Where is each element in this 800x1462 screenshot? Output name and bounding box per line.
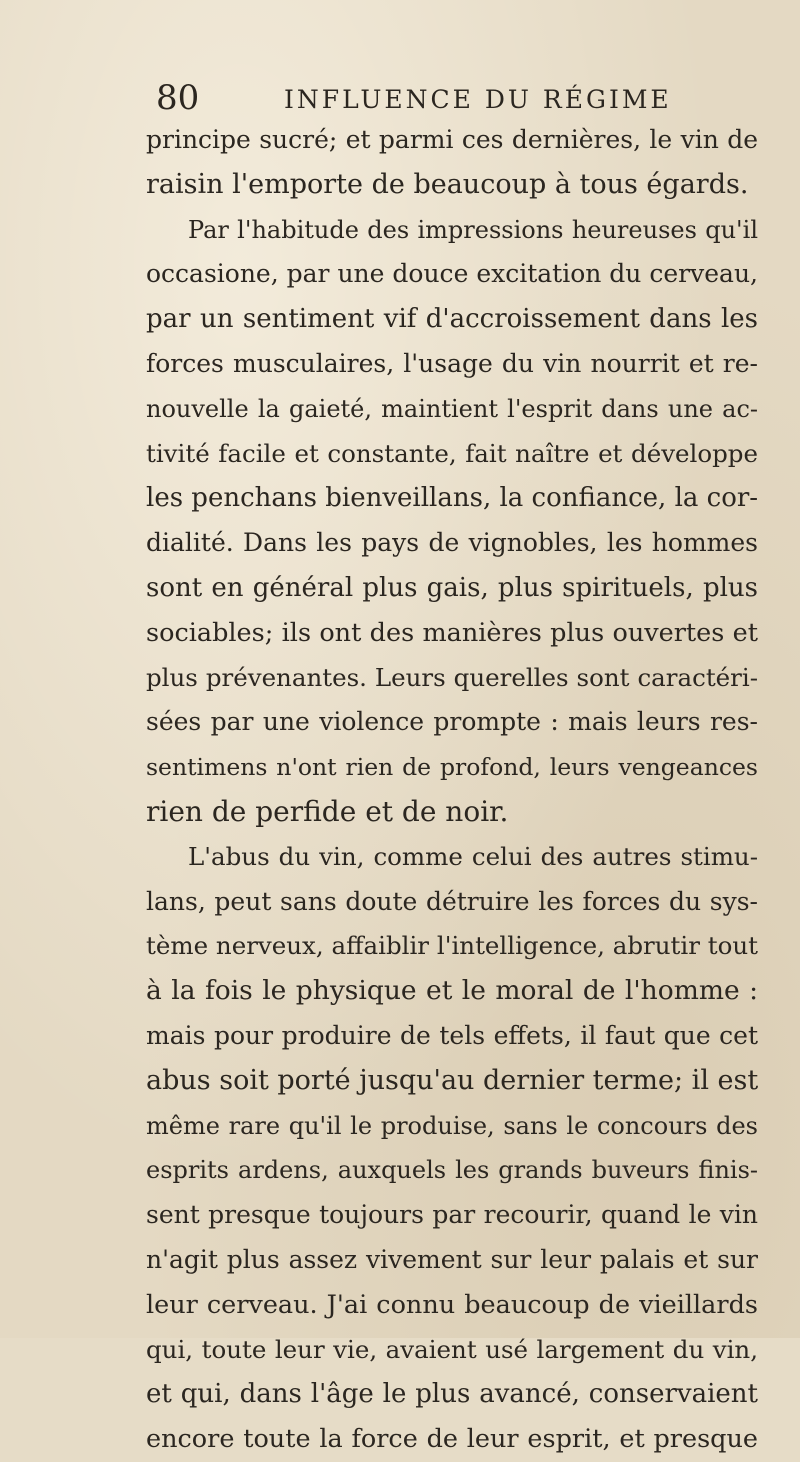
text-line: qui, toute leur vie, avaient usé largement du vin, [146,1334,758,1364]
running-head: INFLUENCE DU RÉGIME [284,85,672,114]
text-line: à la fois le physique et le moral de l'homme : [146,975,758,1007]
body-text [146,118,758,1462]
text-line: nouvelle la gaieté, maintient l'esprit dans une ac- [146,394,758,423]
text-line: sées par une violence prompte : mais leurs res- [146,707,758,737]
paragraph-start-line: L'abus du vin, comme celui des autres stimu- [188,841,758,871]
text-line: tème nerveux, affaiblir l'intelligence, abrutir tout [146,931,758,961]
text-line: lans, peut sans doute détruire les forces du sys- [146,886,758,916]
text-line: encore toute la force de leur esprit, et presque [146,1424,758,1455]
text-line: occasione, par une douce excitation du cerveau, [146,259,758,289]
text-line: sentimens n'ont rien de profond, leurs vengeances [146,753,758,782]
text-line: même rare qu'il le produise, sans le concours des [146,1111,758,1140]
text-line: et qui, dans l'âge le plus avancé, conservaient [146,1379,758,1410]
text-line: forces musculaires, l'usage du vin nourrit et re- [146,348,758,378]
text-line: mais pour produire de tels effets, il faut que cet [146,1020,758,1050]
text-line: abus soit porté jusqu'au dernier terme; il est [146,1064,759,1096]
text-line: par un sentiment vif d'accroissement dans les [146,304,758,335]
page-header [156,76,756,120]
text-line: n'agit plus assez vivement sur leur palais et sur [146,1244,758,1274]
page-number: 80 [156,78,200,118]
paragraph-start-line: Par l'habitude des impressions heureuses qu'il [188,215,758,244]
text-line: tivité facile et constante, fait naître et développe [146,438,758,468]
text-line: sent presque toujours par recourir, quand le vin [146,1200,758,1230]
text-line: rien de perfide et de noir. [146,794,509,828]
text-line: raisin l'emporte de beaucoup à tous égards. [146,168,749,200]
text-line: les penchans bienveillans, la confiance, la cor- [146,483,759,514]
text-line: plus prévenantes. Leurs querelles sont caractéri- [146,662,758,692]
text-line: sociables; ils ont des manières plus ouvertes et [146,617,758,648]
text-line: sont en général plus gais, plus spirituels, plus [146,572,758,603]
text-line: principe sucré; et parmi ces dernières, le vin de [146,125,758,154]
text-line: esprits ardens, auxquels les grands buveurs finis- [146,1156,758,1185]
text-line: leur cerveau. J'ai connu beaucoup de vieillards [146,1289,758,1320]
text-line: dialité. Dans les pays de vignobles, les hommes [146,528,758,558]
